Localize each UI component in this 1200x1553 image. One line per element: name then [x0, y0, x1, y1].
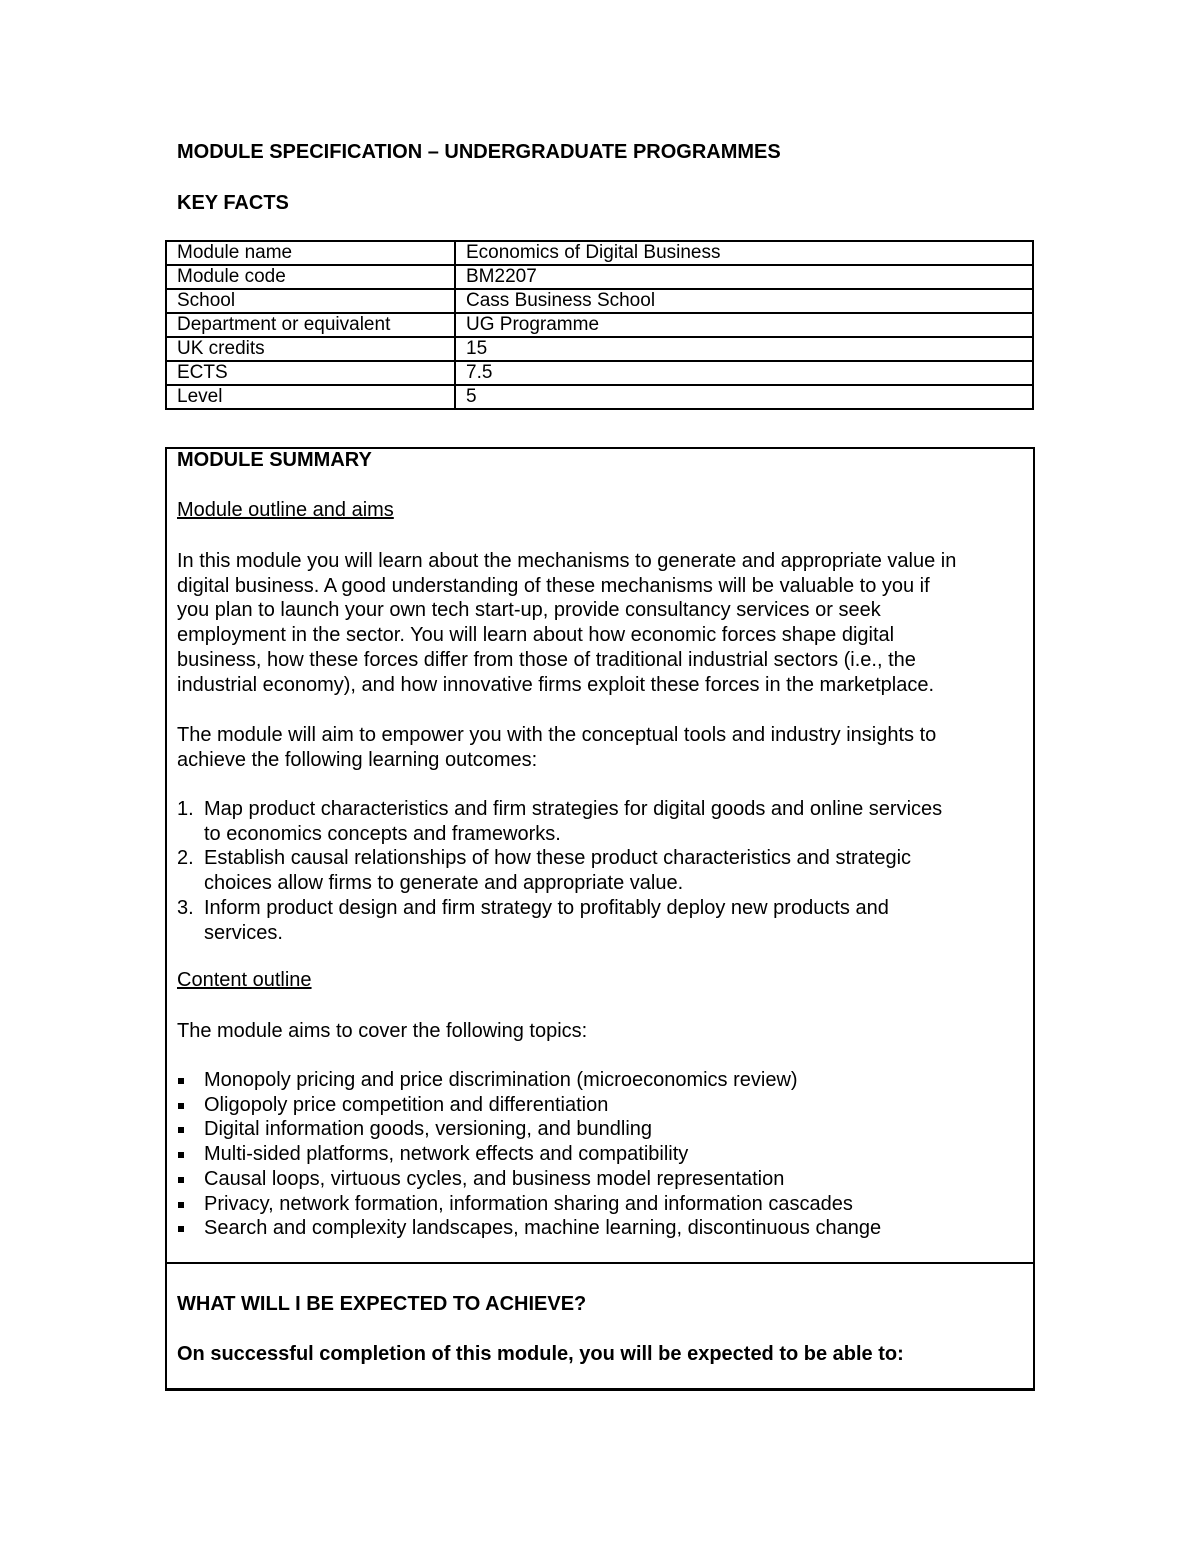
square-bullet-icon — [178, 1103, 184, 1109]
table-row — [166, 265, 1033, 289]
achieve-subheading: On successful completion of this module, you will be expected to be able to: — [177, 1343, 904, 1365]
square-bullet-icon — [178, 1177, 184, 1183]
key-facts-label: Module code — [166, 265, 455, 289]
list-item — [177, 1142, 1023, 1167]
list-item-text: Digital information goods, versioning, and bundling — [204, 1118, 653, 1141]
list-item-text: Oligopoly price competition and differentiation — [204, 1093, 609, 1116]
achieve-box — [165, 1262, 1035, 1391]
key-facts-label: Department or equivalent — [166, 313, 455, 337]
list-item-text: Privacy, network formation, information sharing and information cascades — [204, 1192, 853, 1215]
module-outline-heading: Module outline and aims — [177, 499, 394, 521]
list-item — [177, 846, 1023, 895]
learning-outcomes-list — [177, 797, 1023, 945]
square-bullet-icon — [178, 1127, 184, 1133]
list-item — [177, 1068, 1023, 1093]
list-item — [177, 1093, 1023, 1118]
list-number: 1. — [177, 798, 194, 820]
key-facts-heading: KEY FACTS — [177, 192, 289, 214]
key-facts-value: Economics of Digital Business — [455, 241, 1033, 265]
topics-list — [177, 1068, 1023, 1241]
key-facts-value: BM2207 — [455, 265, 1033, 289]
table-row — [166, 361, 1033, 385]
list-item-text: Monopoly pricing and price discrimination (microeconomics review) — [204, 1069, 798, 1091]
page-title: MODULE SPECIFICATION – UNDERGRADUATE PROGRAMMES — [177, 141, 781, 163]
paragraph-line: achieve the following learning outcomes: — [177, 748, 538, 771]
list-item — [177, 896, 1023, 945]
list-item — [177, 1216, 1023, 1241]
achieve-heading: WHAT WILL I BE EXPECTED TO ACHIEVE? — [177, 1293, 587, 1315]
module-summary-heading: MODULE SUMMARY — [177, 449, 372, 471]
list-item — [177, 1117, 1023, 1142]
key-facts-value: UG Programme — [455, 313, 1033, 337]
list-item-line: choices allow firms to generate and appropriate value. — [204, 872, 684, 895]
list-item-line: Map product characteristics and firm strategies for digital goods and online services — [204, 798, 943, 820]
square-bullet-icon — [178, 1078, 184, 1084]
content-outline-heading: Content outline — [177, 969, 312, 991]
key-facts-label: Level — [166, 385, 455, 409]
paragraph-line: In this module you will learn about the mechanisms to generate and appropriate value in — [177, 550, 957, 572]
key-facts-value: 5 — [455, 385, 1033, 409]
key-facts-table — [165, 240, 1034, 410]
module-summary-box — [165, 447, 1035, 1264]
list-item — [177, 1167, 1023, 1192]
list-item-text: Search and complexity landscapes, machine learning, discontinuous change — [204, 1217, 882, 1240]
list-item-line: Establish causal relationships of how these product characteristics and strategic — [204, 847, 912, 870]
key-facts-label: ECTS — [166, 361, 455, 385]
key-facts-label: School — [166, 289, 455, 313]
list-item — [177, 797, 1023, 846]
module-intro-paragraph — [177, 549, 1023, 697]
key-facts-label: Module name — [166, 241, 455, 265]
paragraph-line: industrial economy), and how innovative firms exploit these forces in the marketplace. — [177, 673, 935, 696]
list-item — [177, 1192, 1023, 1217]
paragraph-line: The module will aim to empower you with the conceptual tools and industry insights to — [177, 724, 937, 746]
list-item-line: services. — [204, 921, 283, 944]
list-number: 2. — [177, 847, 194, 870]
list-number: 3. — [177, 896, 194, 919]
table-row — [166, 385, 1033, 409]
list-item-line: Inform product design and firm strategy to profitably deploy new products and — [204, 896, 889, 919]
module-aims-paragraph — [177, 723, 1023, 772]
square-bullet-icon — [178, 1152, 184, 1158]
table-row — [166, 337, 1033, 361]
table-row — [166, 241, 1033, 265]
key-facts-label: UK credits — [166, 337, 455, 361]
paragraph-line: employment in the sector. You will learn about how economic forces shape digital — [177, 624, 895, 647]
key-facts-value: 15 — [455, 337, 1033, 361]
list-item-text: Causal loops, virtuous cycles, and business model representation — [204, 1167, 785, 1190]
paragraph-line: business, how these forces differ from those of traditional industrial sectors (i.e., the — [177, 648, 916, 671]
table-row — [166, 313, 1033, 337]
key-facts-value: 7.5 — [455, 361, 1033, 385]
table-row — [166, 289, 1033, 313]
square-bullet-icon — [178, 1226, 184, 1232]
key-facts-value: Cass Business School — [455, 289, 1033, 313]
square-bullet-icon — [178, 1202, 184, 1208]
list-item-line: to economics concepts and frameworks. — [204, 822, 561, 845]
content-intro: The module aims to cover the following topics: — [177, 1020, 588, 1042]
paragraph-line: digital business. A good understanding of these mechanisms will be valuable to you if — [177, 574, 930, 597]
list-item-text: Multi-sided platforms, network effects and compatibility — [204, 1143, 689, 1166]
paragraph-line: you plan to launch your own tech start-up, provide consultancy services or seek — [177, 599, 881, 622]
